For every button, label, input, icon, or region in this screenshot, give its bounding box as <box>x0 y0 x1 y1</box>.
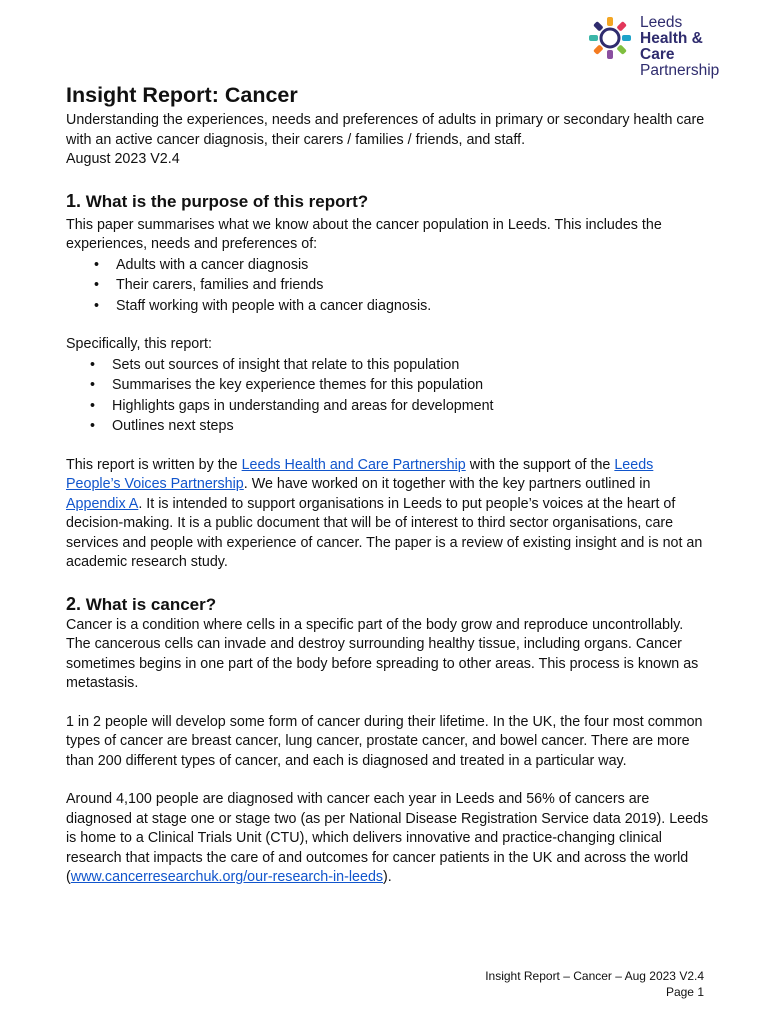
section-1-title: What is the purpose of this report? <box>85 191 369 211</box>
logo-wordmark <box>640 15 736 79</box>
population-list <box>116 256 711 317</box>
authorship-paragraph <box>66 456 711 573</box>
list-item: • Staff working with people with a cancer diagnosis. <box>116 297 711 317</box>
appendix-a-link[interactable]: Appendix A <box>66 495 139 512</box>
authorship-text-b: with the support of the <box>465 456 615 473</box>
cancer-statistics-paragraph: 1 in 2 people will develop some form of cancer during their lifetime. In the UK, the four most common types of cancer are breast cancer, lung cancer, prostate cancer, and bowel cancer. There are more than 200 different types of cancer, and each is diagnosed and treated in a particular way. <box>66 713 703 769</box>
leeds-cancer-paragraph <box>66 790 711 888</box>
report-aims-list <box>112 356 711 437</box>
report-subtitle: Understanding the experiences, needs and preferences of adults in primary or secondary health care with an active cancer diagnosis, their carers / families / friends, and staff. <box>66 112 705 148</box>
section-2-number: 2. <box>66 593 82 614</box>
list-item: • Highlights gaps in understanding and areas for development <box>112 397 711 417</box>
list-item: • Sets out sources of insight that relate to this population <box>112 356 711 376</box>
report-version: August 2023 V2.4 <box>66 151 180 167</box>
list-item: • Outlines next steps <box>112 417 711 437</box>
report-body <box>66 82 711 888</box>
lhcp-link[interactable]: Leeds Health and Care Partnership <box>241 456 466 473</box>
lpvp-link[interactable]: Leeds People’s Voices Partnership <box>66 456 654 492</box>
section-1-number: 1. <box>66 190 82 211</box>
page-title: Insight Report: Cancer <box>66 83 298 107</box>
list-item: • Summarises the key experience themes for this population <box>112 376 711 396</box>
authorship-text-a: This report is written by the <box>66 456 242 473</box>
authorship-text-d: . It is intended to support organisations in Leeds to put people’s voices at the heart of decision-making. It is a public document that will be of interest to third sector organisations, care services and people with experience of cancer. The paper is a review of existing insight and is not an academic research study. <box>66 495 703 570</box>
section-2-heading <box>66 593 711 616</box>
cancer-definition-paragraph: Cancer is a condition where cells in a specific part of the body grow and reproduce uncontrollably. The cancerous cells can invade and destroy surrounding healthy tissue, including organs. Cancer sometimes begins in one part of the body before spreading to other areas. This process is known as metastasis. <box>66 616 699 691</box>
logo-line-3: Partnership <box>640 62 720 79</box>
page-number: Page 1 <box>665 985 704 999</box>
leeds-text-b: ). <box>383 869 392 885</box>
list-item: • Adults with a cancer diagnosis <box>116 256 711 276</box>
section-2-title: What is cancer? <box>85 594 217 614</box>
logo-line-2: Health & Care <box>640 30 703 63</box>
partnership-logo-icon <box>586 14 636 64</box>
list-item: • Their carers, families and friends <box>116 276 711 296</box>
specifically-label: Specifically, this report: <box>66 336 212 352</box>
partnership-logo <box>586 14 736 79</box>
cruk-leeds-link[interactable]: www.cancerresearchuk.org/our-research-in-leeds <box>70 869 384 885</box>
authorship-text-c: . We have worked on it together with the key partners outlined in <box>243 476 651 492</box>
page-footer <box>485 968 704 1000</box>
logo-line-1: Leeds <box>640 14 683 31</box>
section-1-intro: This paper summarises what we know about the cancer population in Leeds. This includes the experiences, needs and preferences of: <box>66 216 662 252</box>
leeds-text-a: Around 4,100 people are diagnosed with cancer each year in Leeds and 56% of cancers are diagnosed at stage one or stage two (as per National Disease Registration Service data 2019). Leeds is home to a Clinical Trials Unit (CTU), which delivers innovative and practice-changing clinical research that impacts the care of and outcomes for cancer patients in the UK and across the world ( <box>66 791 709 885</box>
section-1-heading <box>66 190 711 213</box>
footer-report-title: Insight Report – Cancer – Aug 2023 V2.4 <box>485 969 704 983</box>
